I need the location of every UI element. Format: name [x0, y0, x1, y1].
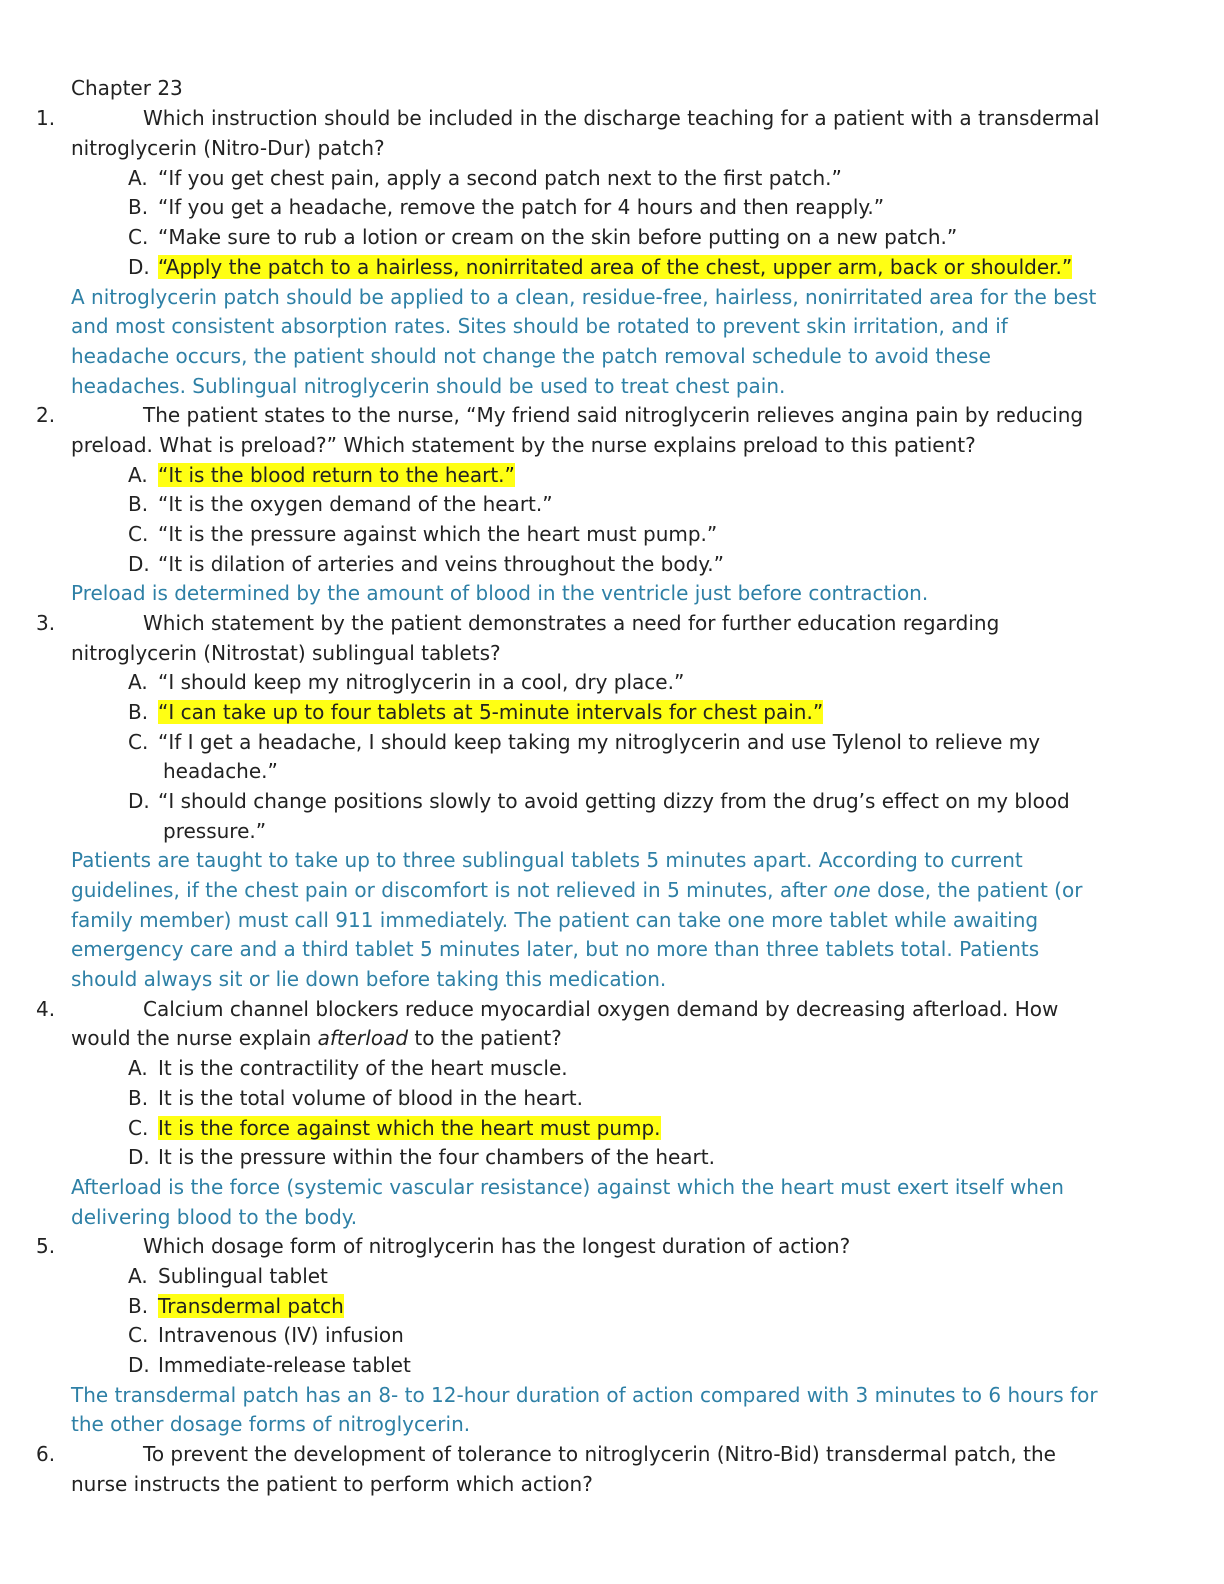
option-text: It is the total volume of blood in the heart.: [158, 1086, 583, 1110]
option-letter: C.: [128, 730, 149, 754]
explanation-text: the other dosage forms of nitroglycerin.: [71, 1412, 471, 1436]
option-letter: C.: [128, 1323, 149, 1347]
option-text: It is the pressure within the four chambers of the heart.: [158, 1145, 715, 1169]
option-text: “If you get a headache, remove the patch for 4 hours and then reapply.”: [158, 195, 885, 219]
option-text: “Make sure to rub a lotion or cream on the skin before putting on a new patch.”: [158, 225, 958, 249]
stem-segment: to the patient?: [408, 1026, 562, 1050]
correct-answer-highlight: “I can take up to four tablets at 5-minute intervals for chest pain.”: [158, 700, 824, 724]
option-text: “I should keep my nitroglycerin in a cool, dry place.”: [158, 670, 685, 694]
question-stem: Calcium channel blockers reduce myocardial oxygen demand by decreasing afterload. How: [143, 997, 1059, 1021]
option-text: “If I get a headache, I should keep taking my nitroglycerin and use Tylenol to relieve my: [158, 730, 1041, 754]
explanation-text: Afterload is the force (systemic vascular resistance) against which the heart must exert itself when: [71, 1175, 1064, 1199]
correct-answer-highlight: “It is the blood return to the heart.”: [158, 463, 515, 487]
option-text: “I should change positions slowly to avoid getting dizzy from the drug’s effect on my blood: [158, 789, 1070, 813]
explanation-text: The transdermal patch has an 8- to 12-hour duration of action compared with 3 minutes to 6 hours for: [71, 1383, 1098, 1407]
explanation-text: A nitroglycerin patch should be applied to a clean, residue-free, hairless, nonirritated area for the best: [71, 285, 1097, 309]
option-text: pressure.”: [163, 819, 267, 843]
question-stem: nurse instructs the patient to perform which action?: [71, 1472, 593, 1496]
question-number: 1.: [36, 106, 56, 130]
option-text: Intravenous (IV) infusion: [158, 1323, 404, 1347]
explanation-text: delivering blood to the body.: [71, 1205, 358, 1229]
question-stem: Which dosage form of nitroglycerin has the longest duration of action?: [143, 1234, 851, 1258]
explanation-text: headaches. Sublingual nitroglycerin should be used to treat chest pain.: [71, 374, 786, 398]
option-letter: A.: [128, 463, 148, 487]
stem-segment: would the nurse explain: [71, 1026, 318, 1050]
correct-answer-highlight: Transdermal patch: [158, 1294, 344, 1318]
explanation-text: emergency care and a third tablet 5 minutes later, but no more than three tablets total. Patients: [71, 937, 1040, 961]
explanation-text: and most consistent absorption rates. Sites should be rotated to prevent skin irritation, and if: [71, 314, 1008, 338]
option-text: “It is the pressure against which the heart must pump.”: [158, 522, 718, 546]
option-letter: A.: [128, 166, 148, 190]
option-letter: D.: [128, 552, 150, 576]
question-number: 2.: [36, 403, 56, 427]
question-number: 3.: [36, 611, 56, 635]
explanation-text: Preload is determined by the amount of blood in the ventricle just before contraction.: [71, 581, 929, 605]
explanation-text: [71, 876, 1082, 905]
option-letter: C.: [128, 225, 149, 249]
explanation-text: Patients are taught to take up to three sublingual tablets 5 minutes apart. According to current: [71, 848, 1023, 872]
option-letter: D.: [128, 1145, 150, 1169]
question-number: 5.: [36, 1234, 56, 1258]
explanation-segment: guidelines, if the chest pain or discomfort is not relieved in 5 minutes, after: [71, 878, 834, 902]
correct-answer-highlight: It is the force against which the heart must pump.: [158, 1116, 661, 1140]
question-stem: The patient states to the nurse, “My friend said nitroglycerin relieves angina pain by reducing: [143, 403, 1084, 427]
option-text: “It is dilation of arteries and veins throughout the body.”: [158, 552, 724, 576]
emphasis-text: afterload: [317, 1026, 409, 1050]
option-letter: B.: [128, 492, 149, 516]
option-letter: D.: [128, 1353, 150, 1377]
option-letter: D.: [128, 255, 150, 279]
option-letter: A.: [128, 1056, 148, 1080]
question-number: 4.: [36, 997, 56, 1021]
question-stem: nitroglycerin (Nitrostat) sublingual tablets?: [71, 641, 501, 665]
option-letter: A.: [128, 670, 148, 694]
option-letter: D.: [128, 789, 150, 813]
option-text: It is the contractility of the heart muscle.: [158, 1056, 568, 1080]
option-text: “It is the oxygen demand of the heart.”: [158, 492, 553, 516]
option-text: Sublingual tablet: [158, 1264, 328, 1288]
question-stem: Which statement by the patient demonstrates a need for further education regarding: [143, 611, 1000, 635]
question-stem: To prevent the development of tolerance to nitroglycerin (Nitro-Bid) transdermal patch, the: [143, 1442, 1056, 1466]
option-text: “If you get chest pain, apply a second patch next to the first patch.”: [158, 166, 842, 190]
option-letter: B.: [128, 195, 149, 219]
chapter-title: Chapter 23: [71, 76, 183, 100]
option-letter: C.: [128, 1116, 149, 1140]
explanation-text: family member) must call 911 immediately. The patient can take one more tablet while awaiting: [71, 908, 1039, 932]
option-letter: C.: [128, 522, 149, 546]
explanation-segment: dose, the patient (or: [870, 878, 1083, 902]
question-stem: [71, 1024, 562, 1053]
question-stem: preload. What is preload?” Which statement by the nurse explains preload to this patient?: [71, 433, 976, 457]
question-stem: Which instruction should be included in the discharge teaching for a patient with a transdermal: [143, 106, 1100, 130]
option-letter: B.: [128, 1086, 149, 1110]
correct-answer-highlight: “Apply the patch to a hairless, nonirritated area of the chest, upper arm, back or shoulder.”: [158, 255, 1073, 279]
explanation-text: should always sit or lie down before taking this medication.: [71, 967, 667, 991]
option-letter: A.: [128, 1264, 148, 1288]
explanation-text: headache occurs, the patient should not change the patch removal schedule to avoid these: [71, 344, 991, 368]
question-number: 6.: [36, 1442, 56, 1466]
option-text: headache.”: [163, 759, 278, 783]
option-letter: B.: [128, 700, 149, 724]
question-stem: nitroglycerin (Nitro-Dur) patch?: [71, 136, 385, 160]
emphasis-text: one: [833, 878, 871, 902]
option-letter: B.: [128, 1294, 149, 1318]
option-text: Immediate-release tablet: [158, 1353, 411, 1377]
